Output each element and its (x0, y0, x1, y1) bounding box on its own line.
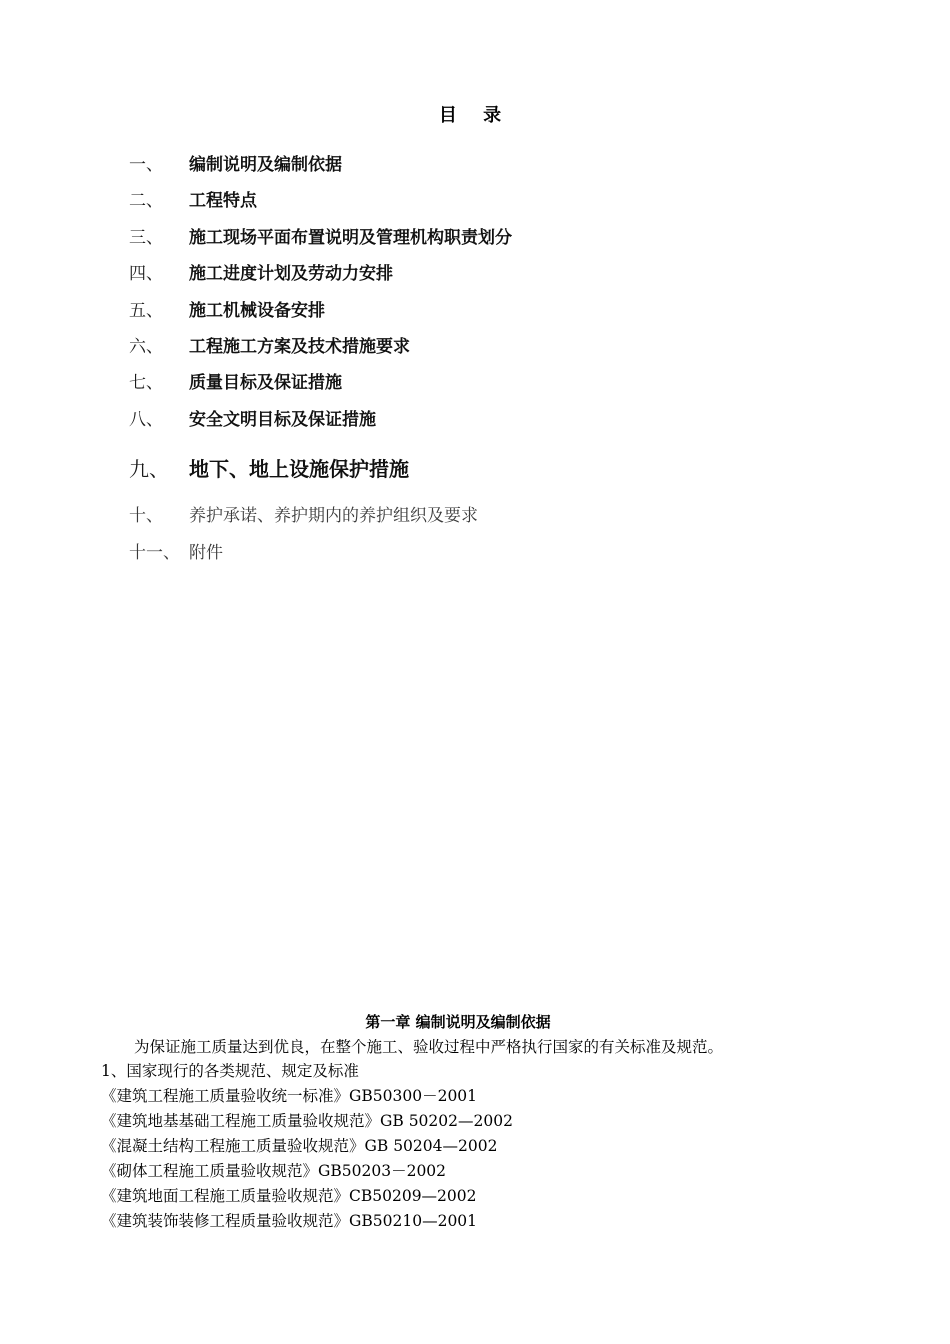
toc-item-text: 养护承诺、养护期内的养护组织及要求 (189, 506, 478, 526)
standard-item: 《建筑地基基础工程施工质量验收规范》GB 50202—2002 (101, 1112, 513, 1130)
toc-item[interactable] (129, 225, 512, 251)
toc-item[interactable] (129, 298, 325, 324)
section-heading: 1、国家现行的各类规范、规定及标准 (101, 1062, 359, 1080)
chapter-title: 第一章 编制说明及编制依据 (365, 1013, 551, 1031)
toc-item[interactable] (129, 334, 410, 360)
toc-item[interactable] (129, 454, 409, 484)
toc-item-number: 五、 (129, 301, 163, 321)
toc-item-number: 八、 (129, 410, 163, 430)
toc-item-number: 十、 (129, 506, 163, 526)
toc-item-text: 安全文明目标及保证措施 (189, 410, 376, 430)
standard-item: 《建筑工程施工质量验收统一标准》GB50300－2001 (101, 1087, 478, 1105)
toc-title: 目 录 (438, 105, 512, 126)
toc-item-number: 一、 (129, 155, 163, 175)
toc-item-text: 工程特点 (189, 191, 257, 211)
toc-item-text: 工程施工方案及技术措施要求 (189, 337, 410, 357)
toc-item-text: 施工现场平面布置说明及管理机构职责划分 (189, 228, 512, 248)
toc-item-text: 质量目标及保证措施 (189, 373, 342, 393)
toc-item[interactable] (129, 152, 342, 178)
toc-item-text: 施工进度计划及劳动力安排 (189, 264, 393, 284)
toc-item[interactable] (129, 261, 393, 287)
toc-item-text: 编制说明及编制依据 (189, 155, 342, 175)
toc-item[interactable] (129, 407, 376, 433)
toc-item[interactable] (129, 503, 478, 529)
toc-item[interactable] (129, 540, 223, 566)
toc-item-text: 施工机械设备安排 (189, 301, 325, 321)
toc-item-text: 附件 (189, 543, 223, 563)
toc-item-number: 九、 (129, 457, 169, 481)
standard-item: 《砌体工程施工质量验收规范》GB50203－2002 (101, 1162, 447, 1180)
toc-item-number: 二、 (129, 191, 163, 211)
toc-item[interactable] (129, 370, 342, 396)
standard-item: 《混凝土结构工程施工质量验收规范》GB 50204—2002 (101, 1137, 498, 1155)
toc-item-number: 十一、 (129, 543, 180, 563)
intro-paragraph: 为保证施工质量达到优良，在整个施工、验收过程中严格执行国家的有关标准及规范。 (134, 1038, 724, 1056)
toc-item[interactable] (129, 188, 257, 214)
toc-item-number: 三、 (129, 228, 163, 248)
standard-item: 《建筑地面工程施工质量验收规范》CB50209—2002 (101, 1187, 477, 1205)
toc-item-number: 四、 (129, 264, 163, 284)
toc-item-number: 六、 (129, 337, 163, 357)
standard-item: 《建筑装饰装修工程质量验收规范》GB50210—2001 (101, 1212, 478, 1230)
toc-item-number: 七、 (129, 373, 163, 393)
toc-item-text: 地下、地上设施保护措施 (189, 457, 409, 481)
